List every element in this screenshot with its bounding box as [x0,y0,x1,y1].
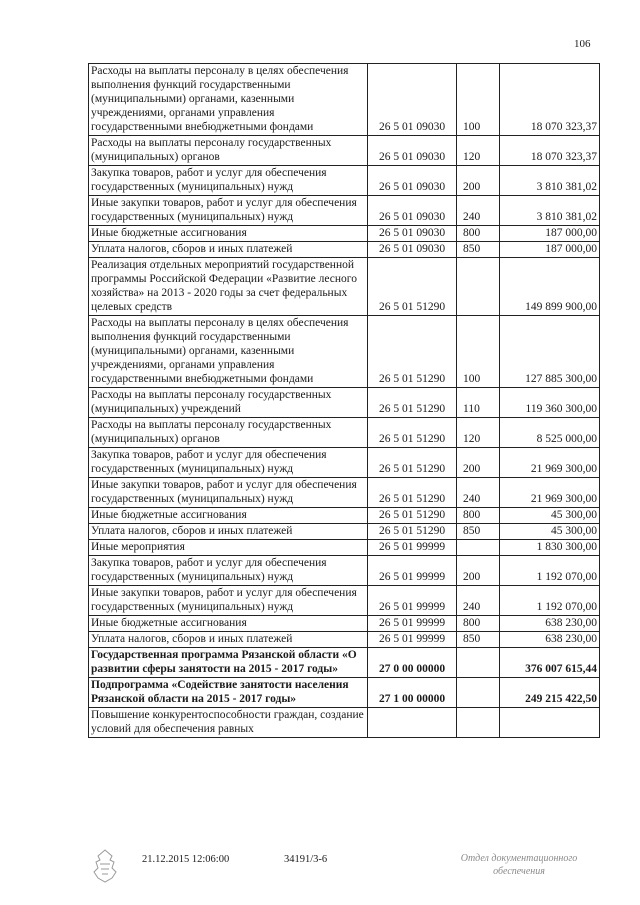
row-expense-type: 200 [457,556,500,586]
row-expense-type: 850 [457,524,500,540]
row-description: Повышение конкурентоспособности граждан, создание условий для обеспечения равных [89,708,368,738]
row-expense-type: 120 [457,418,500,448]
row-description: Расходы на выплаты персоналу государственных (муниципальных) органов [89,136,368,166]
row-description: Иные закупки товаров, работ и услуг для обеспечения государственных (муниципальных) нужд [89,586,368,616]
row-expense-type [457,258,500,316]
row-amount: 45 300,00 [500,508,600,524]
row-amount: 249 215 422,50 [500,678,600,708]
row-description: Государственная программа Рязанской области «О развитии сферы занятости на 2015 - 2017 годы» [89,648,368,678]
row-expense-type: 100 [457,316,500,388]
table-row [89,258,600,316]
row-amount: 1 830 300,00 [500,540,600,556]
row-amount: 3 810 381,02 [500,196,600,226]
row-target-code: 26 5 01 99999 [368,586,457,616]
table-row [89,556,600,586]
row-target-code: 26 5 01 09030 [368,136,457,166]
table-row [89,242,600,258]
table-row [89,678,600,708]
row-expense-type: 110 [457,388,500,418]
row-description: Подпрограмма «Содействие занятости населения Рязанской области на 2015 - 2017 годы» [89,678,368,708]
row-expense-type: 850 [457,242,500,258]
row-target-code: 26 5 01 51290 [368,418,457,448]
row-target-code: 26 5 01 51290 [368,258,457,316]
row-amount: 8 525 000,00 [500,418,600,448]
row-amount [500,708,600,738]
footer-doc-number: 34191/3-6 [284,854,328,865]
row-amount: 187 000,00 [500,242,600,258]
coat-of-arms-logo [90,848,120,884]
row-target-code [368,708,457,738]
row-target-code: 26 5 01 09030 [368,64,457,136]
row-expense-type: 800 [457,226,500,242]
row-amount: 18 070 323,37 [500,136,600,166]
row-target-code: 26 5 01 09030 [368,196,457,226]
row-amount: 1 192 070,00 [500,556,600,586]
row-amount: 119 360 300,00 [500,388,600,418]
row-expense-type: 100 [457,64,500,136]
row-target-code: 26 5 01 51290 [368,524,457,540]
row-amount: 638 230,00 [500,616,600,632]
row-expense-type [457,540,500,556]
table-row [89,524,600,540]
row-description: Иные бюджетные ассигнования [89,226,368,242]
row-target-code: 26 5 01 99999 [368,632,457,648]
table-row [89,616,600,632]
row-description: Иные закупки товаров, работ и услуг для обеспечения государственных (муниципальных) нужд [89,196,368,226]
row-expense-type [457,708,500,738]
row-expense-type: 800 [457,616,500,632]
row-description: Закупка товаров, работ и услуг для обеспечения государственных (муниципальных) нужд [89,166,368,196]
row-amount: 127 885 300,00 [500,316,600,388]
table-row [89,648,600,678]
row-target-code: 26 5 01 09030 [368,242,457,258]
table-row [89,388,600,418]
row-target-code: 26 5 01 51290 [368,388,457,418]
department-stamp [444,852,594,878]
row-target-code: 26 5 01 51290 [368,448,457,478]
row-target-code: 27 1 00 00000 [368,678,457,708]
row-amount: 3 810 381,02 [500,166,600,196]
row-target-code: 26 5 01 09030 [368,166,457,196]
row-amount: 1 192 070,00 [500,586,600,616]
row-expense-type [457,678,500,708]
row-expense-type: 240 [457,196,500,226]
row-amount: 18 070 323,37 [500,64,600,136]
row-expense-type: 800 [457,508,500,524]
table-row [89,478,600,508]
row-target-code: 26 5 01 99999 [368,540,457,556]
row-description: Уплата налогов, сборов и иных платежей [89,524,368,540]
row-description: Закупка товаров, работ и услуг для обеспечения государственных (муниципальных) нужд [89,448,368,478]
budget-table-body [89,64,600,738]
row-expense-type: 200 [457,448,500,478]
row-description: Уплата налогов, сборов и иных платежей [89,242,368,258]
row-expense-type: 200 [457,166,500,196]
row-description: Расходы на выплаты персоналу государственных (муниципальных) учреждений [89,388,368,418]
footer-datetime: 21.12.2015 12:06:00 [142,854,230,865]
page-number: 106 [574,38,591,50]
row-expense-type [457,648,500,678]
row-amount: 376 007 615,44 [500,648,600,678]
row-target-code: 26 5 01 51290 [368,508,457,524]
row-description: Иные закупки товаров, работ и услуг для обеспечения государственных (муниципальных) нужд [89,478,368,508]
row-target-code: 26 5 01 51290 [368,316,457,388]
row-description: Иные бюджетные ассигнования [89,508,368,524]
row-description: Закупка товаров, работ и услуг для обеспечения государственных (муниципальных) нужд [89,556,368,586]
row-target-code: 26 5 01 51290 [368,478,457,508]
table-row [89,64,600,136]
row-description: Реализация отдельных мероприятий государственной программы Российской Федерации «Развитие лесного хозяйства» на 2013 - 2020 годы за счет федеральных целевых средств [89,258,368,316]
row-expense-type: 240 [457,478,500,508]
table-row [89,448,600,478]
row-amount: 45 300,00 [500,524,600,540]
row-expense-type: 850 [457,632,500,648]
stamp-line-1: Отдел документационного [460,853,578,864]
table-row [89,540,600,556]
table-row [89,418,600,448]
table-row [89,508,600,524]
row-description: Расходы на выплаты персоналу в целях обеспечения выполнения функций государственными (муниципальными) органами, казенными учреждениями, органами управления государственными внебюджетными фондами [89,64,368,136]
table-row [89,586,600,616]
row-amount: 187 000,00 [500,226,600,242]
table-row [89,136,600,166]
row-amount: 149 899 900,00 [500,258,600,316]
row-description: Уплата налогов, сборов и иных платежей [89,632,368,648]
row-description: Иные мероприятия [89,540,368,556]
row-description: Расходы на выплаты персоналу в целях обеспечения выполнения функций государственными (муниципальными) органами, казенными учреждениями, органами управления государственными внебюджетными фондами [89,316,368,388]
table-row [89,632,600,648]
row-target-code: 26 5 01 99999 [368,556,457,586]
budget-table [88,63,600,738]
table-row [89,166,600,196]
table-row [89,196,600,226]
row-expense-type: 240 [457,586,500,616]
table-row [89,708,600,738]
table-row [89,226,600,242]
row-amount: 21 969 300,00 [500,478,600,508]
table-row [89,316,600,388]
row-description: Иные бюджетные ассигнования [89,616,368,632]
stamp-line-2: обеспечения [493,866,545,877]
row-description: Расходы на выплаты персоналу государственных (муниципальных) органов [89,418,368,448]
row-amount: 638 230,00 [500,632,600,648]
row-target-code: 26 5 01 99999 [368,616,457,632]
row-target-code: 27 0 00 00000 [368,648,457,678]
row-target-code: 26 5 01 09030 [368,226,457,242]
row-amount: 21 969 300,00 [500,448,600,478]
row-expense-type: 120 [457,136,500,166]
